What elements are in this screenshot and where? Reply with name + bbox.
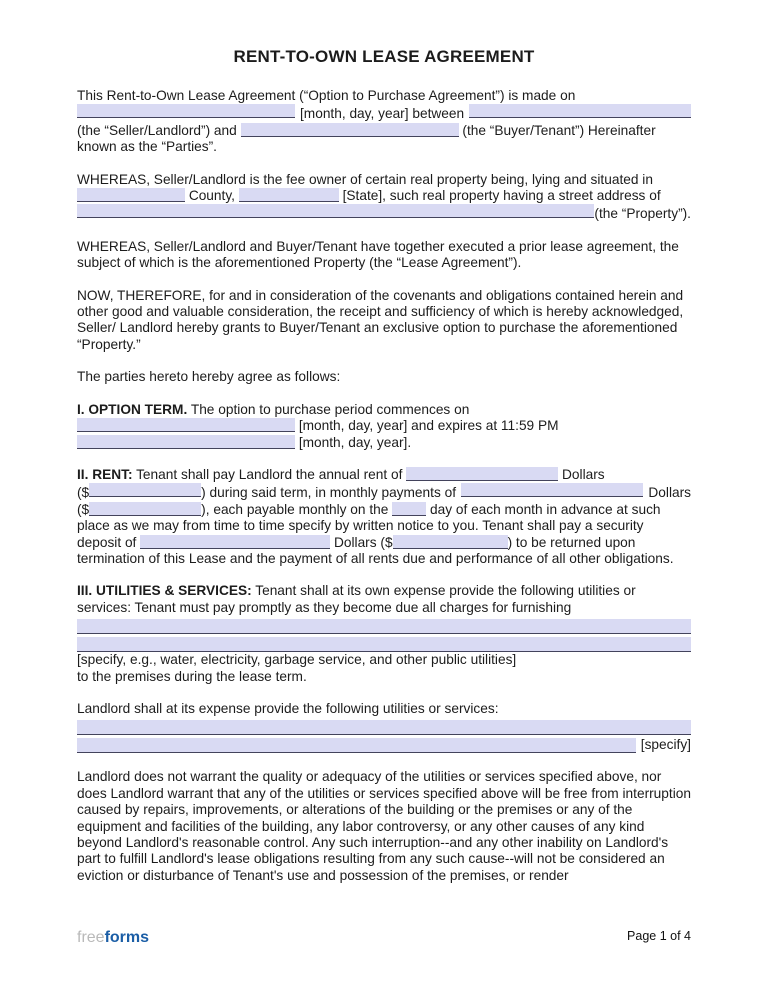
landlord-specify-label: [specify] xyxy=(640,736,691,752)
intro-text-buyer: (the “Buyer/Tenant”) Hereinafter xyxy=(462,122,656,138)
option-term-text-1: The option to purchase period commences on xyxy=(190,401,470,417)
whereas-owner-line-2 xyxy=(77,188,691,204)
option-term-text-3: [month, day, year]. xyxy=(298,434,412,450)
utilities-text: Tenant shall at its own expense provide the following utilities or services: Tenant must pay promptly as they become due all charges for furnishing xyxy=(77,583,636,615)
seller-landlord-name-field[interactable] xyxy=(469,104,691,118)
whereas-prior-text: WHEREAS, Seller/Landlord and Buyer/Tenant have together executed a prior lease agreement, the subject of which is the aforementioned Property (the “Lease Agreement”). xyxy=(77,238,679,271)
document-title: RENT-TO-OWN LEASE AGREEMENT xyxy=(233,47,535,66)
monthly-payment-words-field[interactable] xyxy=(461,483,643,497)
landlord-utilities-paragraph xyxy=(77,701,691,753)
monthly-payment-amount-field[interactable] xyxy=(89,502,201,516)
rent-text-1: Tenant shall pay Landlord the annual rent of xyxy=(136,466,403,482)
intro-text-1: This Rent-to-Own Lease Agreement (“Option to Purchase Agreement”) is made on xyxy=(77,88,576,103)
county-field[interactable] xyxy=(77,188,185,202)
whereas-prior-paragraph xyxy=(77,239,691,272)
rent-dollars-1: Dollars xyxy=(562,466,605,482)
now-therefore-paragraph xyxy=(77,288,691,354)
rent-line-1 xyxy=(77,467,691,483)
intro-text-parties: known as the “Parties”. xyxy=(77,139,217,155)
payment-day-field[interactable] xyxy=(392,502,426,516)
whereas-owner-line-1 xyxy=(77,172,691,188)
security-deposit-amount-field[interactable] xyxy=(393,535,508,549)
tenant-utilities-field-line-1[interactable] xyxy=(77,619,691,634)
intro-line-1 xyxy=(77,88,691,104)
rent-text-3: ), each payable monthly on the xyxy=(201,501,389,517)
rent-paren-open-2: ($ xyxy=(77,501,90,517)
tenant-utilities-row-1 xyxy=(77,616,691,634)
brand-free-text: free xyxy=(77,929,105,946)
annual-rent-words-field[interactable] xyxy=(406,467,558,481)
landlord-utilities-text: Landlord shall at its expense provide the following utilities or services: xyxy=(77,700,499,716)
intro-line-4 xyxy=(77,139,691,155)
rent-text-4: place as we may from time to time specify by written notice to you. Tenant shall pay a security xyxy=(77,518,644,534)
state-field[interactable] xyxy=(239,188,339,202)
buyer-tenant-name-field[interactable] xyxy=(241,123,459,137)
rent-text-2: ) during said term, in monthly payments of xyxy=(201,485,457,501)
rent-line-6 xyxy=(77,551,691,567)
rent-line-2 xyxy=(77,483,691,501)
state-label: [State], such real property having a street address of xyxy=(342,188,661,204)
landlord-utilities-row-1 xyxy=(77,717,691,735)
agreement-date-field[interactable] xyxy=(77,104,295,118)
option-expire-date-field[interactable] xyxy=(77,435,295,449)
utilities-tail-text: to the premises during the lease term. xyxy=(77,668,307,684)
freeforms-logo xyxy=(77,929,149,947)
rent-text-3b: day of each month in advance at such xyxy=(429,501,661,517)
utilities-section xyxy=(77,583,691,685)
intro-text-between: [month, day, year] between xyxy=(300,106,465,122)
option-term-line-2 xyxy=(77,418,691,434)
utilities-tail xyxy=(77,669,691,685)
option-term-text-2: [month, day, year] and expires at 11:59 PM xyxy=(298,418,559,434)
option-term-heading: I. OPTION TERM. xyxy=(77,401,188,417)
brand-forms-text: forms xyxy=(104,929,150,946)
security-deposit-words-field[interactable] xyxy=(140,535,330,549)
landlord-utilities-intro xyxy=(77,701,691,717)
utilities-specify-text: [specify, e.g., water, electricity, garbage service, and other public utilities] xyxy=(77,652,517,668)
warranty-paragraph xyxy=(77,769,691,884)
rent-line-5 xyxy=(77,535,691,551)
option-term-line-3 xyxy=(77,435,691,451)
rent-heading: II. RENT: xyxy=(77,466,133,482)
rent-section xyxy=(77,467,691,567)
rent-text-5: deposit of xyxy=(77,534,137,550)
tenant-utilities-field-line-2[interactable] xyxy=(77,637,691,652)
tenant-utilities-row-2 xyxy=(77,634,691,652)
rent-text-6: termination of this Lease and the payment of all rents due and performance of all other obligations. xyxy=(77,550,674,566)
utilities-heading: III. UTILITIES & SERVICES: xyxy=(77,583,252,599)
intro-text-seller: (the “Seller/Landlord”) and xyxy=(77,122,237,138)
landlord-utilities-field-line-1[interactable] xyxy=(77,720,691,735)
landlord-utilities-field-line-2[interactable] xyxy=(77,738,636,753)
whereas-owner-line-3 xyxy=(77,204,691,222)
whereas-owner-text-1: WHEREAS, Seller/Landlord is the fee owner of certain real property being, lying and situated in xyxy=(77,171,653,187)
intro-line-2 xyxy=(77,104,691,122)
street-address-field[interactable] xyxy=(77,204,594,218)
rent-dollars-2: Dollars xyxy=(648,485,691,501)
landlord-utilities-row-2 xyxy=(77,735,691,753)
intro-line-3 xyxy=(77,123,691,139)
agree-intro-paragraph xyxy=(77,369,691,385)
utilities-intro xyxy=(77,583,691,616)
page-indicator: Page 1 of 4 xyxy=(627,928,691,943)
rent-paren-open-1: ($ xyxy=(77,485,90,501)
whereas-owner-paragraph xyxy=(77,172,691,223)
rent-text-5c: ) to be returned upon xyxy=(507,534,636,550)
option-commence-date-field[interactable] xyxy=(77,418,295,432)
option-term-line-1 xyxy=(77,402,691,418)
county-label: County, xyxy=(188,188,235,204)
intro-paragraph xyxy=(77,88,691,156)
now-therefore-text: NOW, THEREFORE, for and in consideration of the covenants and obligations contained herein and other good and valuable consideration, the receipt and sufficiency of which is hereby acknowledged, Seller/ Landlord hereby grants to Buyer/Tenant an exclusive option to purchase the aforementioned “Property.” xyxy=(77,287,684,352)
utilities-specify-note xyxy=(77,652,691,668)
rent-text-5b: Dollars ($ xyxy=(333,534,393,550)
warranty-text: Landlord does not warrant the quality or adequacy of the utilities or services specified above, nor does Landlord warrant that any of the utilities or services specified above will be free from interruption caused by repairs, improvements, or alterations of the building or the premises or any of the equipment and facilities of the building, any labor controversy, or any other causes of any kind beyond Landlord's reasonable control. Any such interruption--and any other inability on Landlord's part to fulfill Landlord's lease obligations resulting from any such cause--will not be considered an eviction or disturbance of Tenant's use and possession of the premises, or render xyxy=(77,769,691,883)
rent-line-3 xyxy=(77,502,691,518)
annual-rent-amount-field[interactable] xyxy=(89,483,201,497)
property-label: (the “Property”). xyxy=(594,206,691,222)
rent-line-4 xyxy=(77,518,691,534)
agree-intro-text: The parties hereto hereby agree as follows: xyxy=(77,369,341,385)
option-term-section xyxy=(77,402,691,451)
